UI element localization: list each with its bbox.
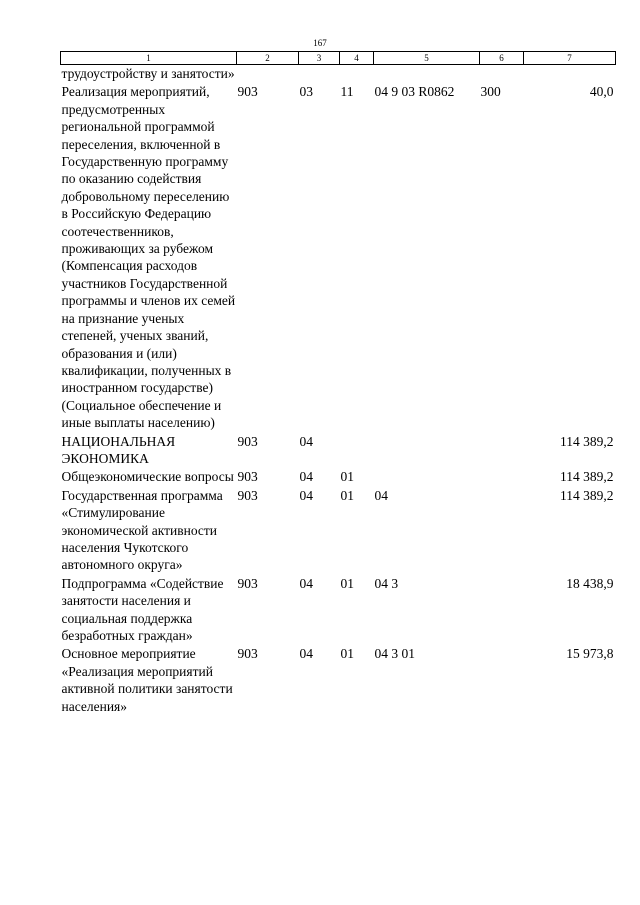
expense-type-code	[480, 65, 524, 83]
amount: 114 389,2	[560, 487, 614, 503]
row-name: Основное мероприятие «Реализация мероприятий активной политики занятости населения»	[61, 646, 233, 714]
target-article-code: 04 3 01	[374, 646, 415, 662]
row-name: Общеэкономические вопросы	[61, 469, 234, 485]
chapter-code: 903	[237, 469, 258, 485]
section-code: 04	[299, 646, 313, 662]
table-row	[61, 432, 616, 468]
column-header: 3	[299, 52, 340, 65]
table-row	[61, 574, 616, 645]
expense-type-code	[480, 467, 524, 485]
chapter-code: 903	[237, 575, 258, 591]
column-header: 6	[480, 52, 524, 65]
column-header: 4	[340, 52, 374, 65]
row-name: трудоустройству и занятости»	[61, 66, 235, 81]
subsection-code: 01	[340, 487, 354, 503]
column-header: 1	[61, 52, 237, 65]
table-row	[61, 65, 616, 83]
subsection-code: 01	[340, 575, 354, 591]
chapter-code: 903	[237, 84, 258, 100]
amount: 114 389,2	[560, 469, 614, 485]
target-article-code	[374, 65, 480, 83]
budget-table	[60, 51, 616, 715]
amount: 40,0	[589, 84, 614, 100]
subsection-code: 11	[340, 84, 354, 100]
expense-type-code	[480, 432, 524, 468]
section-code: 04	[299, 575, 313, 591]
section-code	[299, 65, 340, 83]
column-number-header-row	[61, 52, 616, 65]
section-code: 04	[299, 487, 313, 503]
table-row	[61, 644, 616, 715]
subsection-code: 01	[340, 469, 354, 485]
column-header: 5	[374, 52, 480, 65]
subsection-code	[340, 432, 374, 468]
row-name: НАЦИОНАЛЬНАЯ ЭКОНОМИКА	[61, 433, 176, 466]
row-name: Государственная программа «Стимулирование экономической активности населения Чукотского автономного округа»	[61, 487, 223, 573]
amount: 18 438,9	[566, 575, 614, 591]
section-code: 04	[299, 433, 313, 449]
column-header: 7	[524, 52, 616, 65]
column-header: 2	[237, 52, 299, 65]
amount: 114 389,2	[560, 433, 614, 449]
chapter-code	[237, 65, 299, 83]
amount	[524, 65, 616, 83]
row-name: Подпрограмма «Содействие занятости населения и социальная поддержка безработных граждан»	[61, 575, 224, 643]
expense-type-code	[480, 574, 524, 645]
expense-type-code: 300	[480, 84, 501, 100]
target-article-code: 04 9 03 R0862	[374, 84, 455, 100]
section-code: 04	[299, 469, 313, 485]
page-number: 167	[313, 38, 327, 48]
target-article-code	[374, 432, 480, 468]
section-code: 03	[299, 84, 313, 100]
subsection-code: 01	[340, 646, 354, 662]
table-row	[61, 467, 616, 485]
expense-type-code	[480, 644, 524, 715]
row-name: Реализация мероприятий, предусмотренных региональной программой переселения, включенной в Государственную программу по оказанию содействия добровольному переселению в Российскую Федерацию соотечественников, проживающих за рубежом (Компенсация расходов участников Государственной программы и членов их семей на признание ученых степеней, ученых званий, образования и (или) квалификации, полученных в иностранном государстве) (Социальное обеспечение и иные выплаты населению)	[61, 84, 236, 431]
target-article-code: 04 3	[374, 575, 399, 591]
chapter-code: 903	[237, 487, 258, 503]
table-row	[61, 82, 616, 431]
subsection-code	[340, 65, 374, 83]
chapter-code: 903	[237, 433, 258, 449]
table-row	[61, 486, 616, 574]
expense-type-code	[480, 486, 524, 574]
chapter-code: 903	[237, 646, 258, 662]
target-article-code	[374, 467, 480, 485]
target-article-code: 04	[374, 487, 388, 503]
amount: 15 973,8	[566, 646, 614, 662]
